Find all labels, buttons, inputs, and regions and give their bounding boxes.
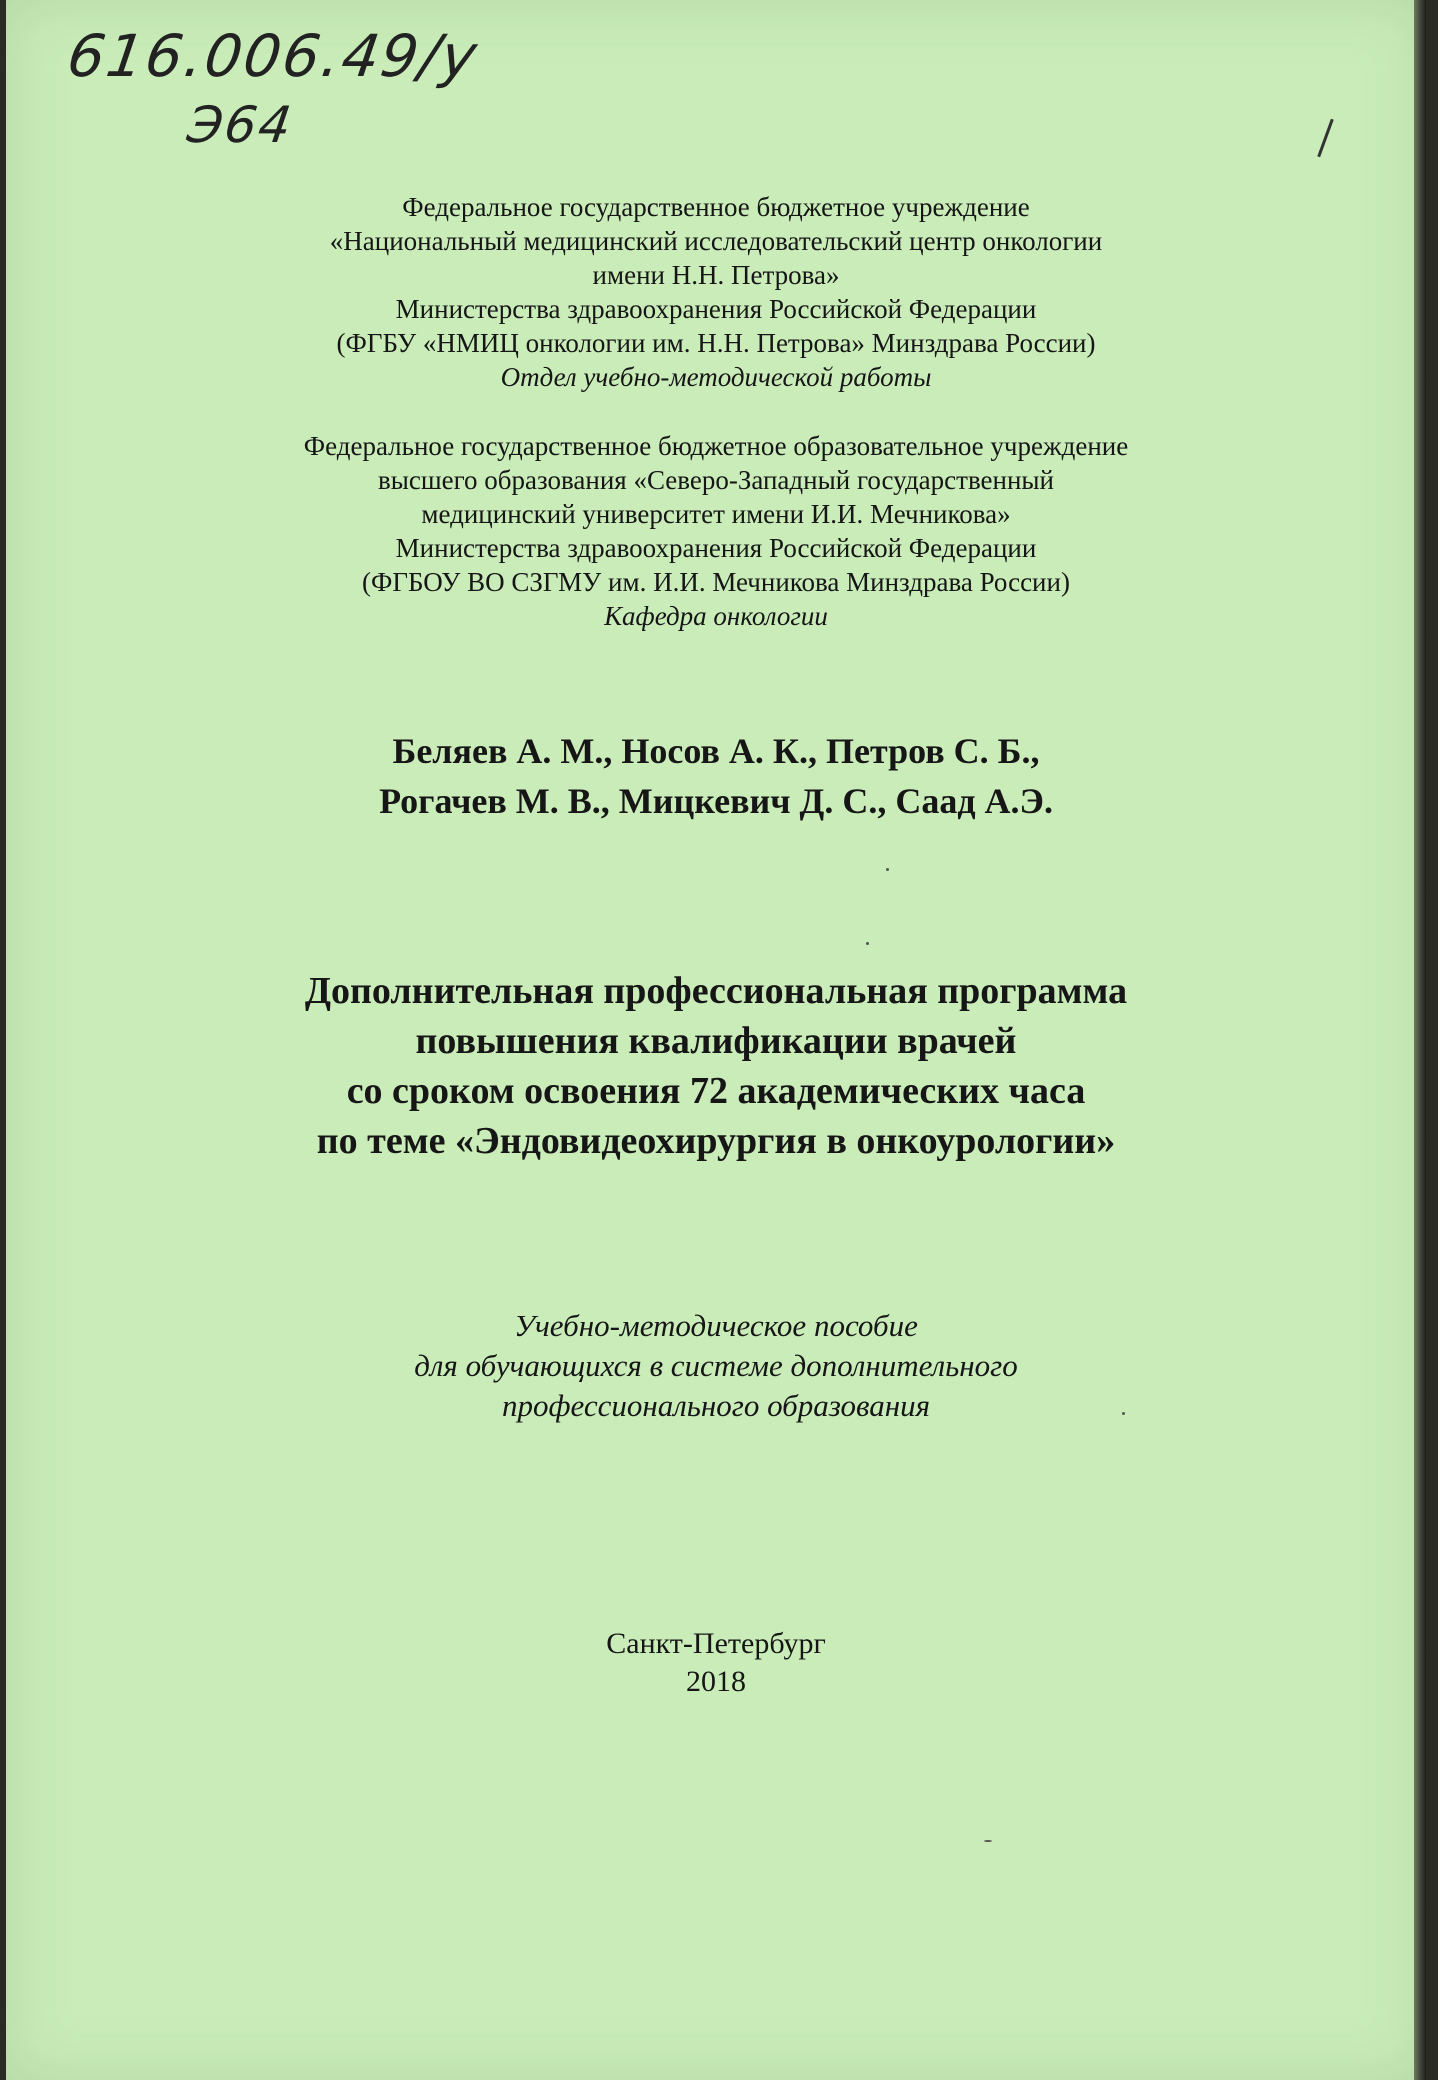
authors-line: Рогачев М. В., Мицкевич Д. С., Саад А.Э. (379, 781, 1053, 821)
title-line: со сроком освоения 72 академических часа (346, 1070, 1086, 1112)
imprint-block (6, 1625, 1426, 1701)
imprint-city: Санкт-Петербург (606, 1627, 826, 1660)
subtitle-line: Учебно-методическое пособие (514, 1308, 918, 1343)
institution-1-line: (ФГБУ «НМИЦ онкологии им. Н.Н. Петрова» Минздрава России) (336, 328, 1096, 358)
institution-1-line: Федеральное государственное бюджетное учреждение (402, 192, 1030, 222)
institution-1-line: Министерства здравоохранения Российской Федерации (395, 294, 1037, 324)
institution-2-line: высшего образования «Северо-Западный государственный (377, 465, 1055, 495)
institution-1-department: Отдел учебно-методической работы (500, 362, 932, 392)
institution-2-department: Кафедра онкологии (604, 601, 828, 631)
pen-mark (1317, 119, 1334, 158)
institution-2-line: (ФГБОУ ВО СЗГМУ им. И.И. Мечникова Минздрава России) (362, 567, 1070, 597)
subtitle-line: профессионального образования (501, 1388, 930, 1423)
title-line: повышения квалификации врачей (415, 1020, 1017, 1062)
paper-speck (866, 942, 869, 945)
institution-2-line: медицинский университет имени И.И. Мечникова» (421, 499, 1011, 529)
authors-line: Беляев А. М., Носов А. К., Петров С. Б., (392, 731, 1040, 771)
scan-right-edge (1414, 0, 1426, 2080)
imprint-year: 2018 (686, 1665, 746, 1698)
shelf-mark-classification: 616.006.49/у (63, 22, 483, 90)
authors-block (6, 726, 1426, 826)
paper-speck (886, 868, 889, 871)
paper-speck (984, 1840, 992, 1842)
subtitle-line: для обучающихся в системе дополнительного (414, 1348, 1018, 1383)
paper-speck (1122, 1412, 1125, 1415)
document-cover (6, 0, 1426, 2080)
document-title (6, 966, 1426, 1166)
institution-2-block (6, 429, 1426, 633)
title-line: Дополнительная профессиональная программа (304, 970, 1128, 1012)
institution-1-line: имени Н.Н. Петрова» (592, 260, 840, 290)
institution-1-block (6, 190, 1426, 394)
institution-2-line: Федеральное государственное бюджетное образовательное учреждение (303, 431, 1129, 461)
title-line: по теме «Эндовидеохирургия в онкоурологии» (316, 1120, 1116, 1162)
institution-1-line: «Национальный медицинский исследовательский центр онкологии (329, 226, 1103, 256)
shelf-mark-author-code: Э64 (183, 96, 297, 154)
institution-2-line: Министерства здравоохранения Российской Федерации (395, 533, 1037, 563)
document-subtitle (6, 1306, 1426, 1426)
